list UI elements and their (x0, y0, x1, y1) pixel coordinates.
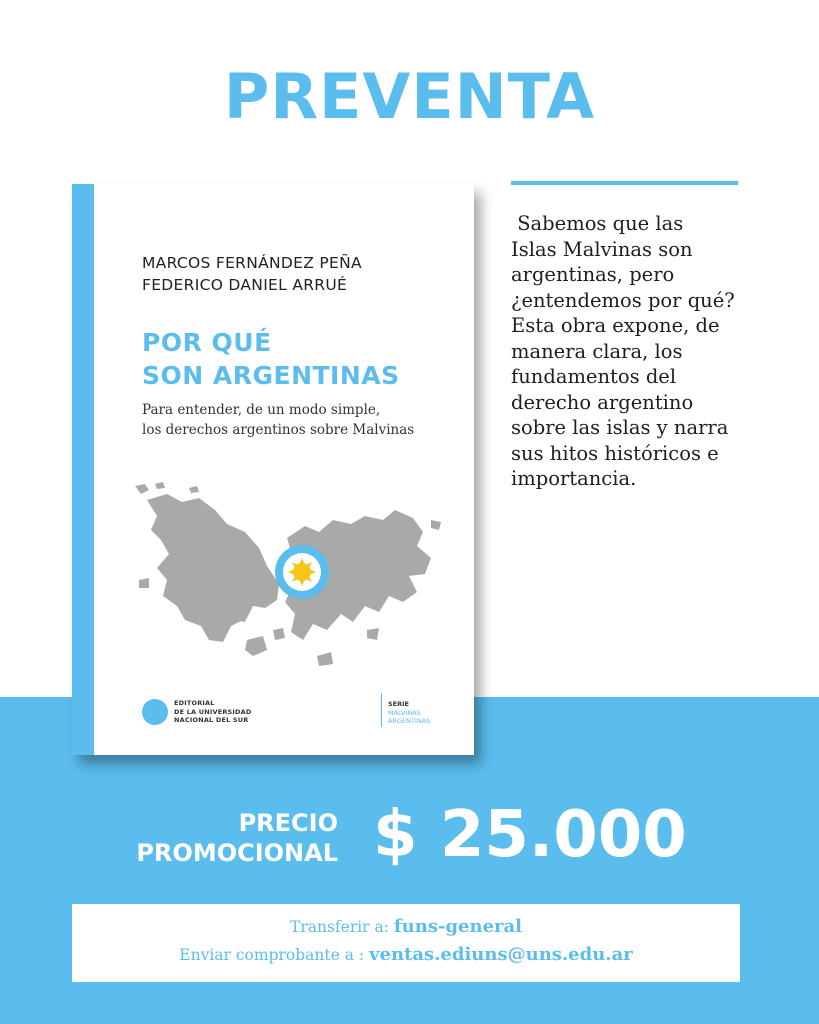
publisher-name (174, 699, 251, 725)
series-name-line-1: MALVINAS (388, 708, 421, 717)
price-label-line-2: PROMOCIONAL (136, 839, 338, 867)
publisher-logo-icon (142, 699, 168, 725)
book-cover (72, 184, 474, 755)
malvinas-map-illustration (127, 480, 457, 680)
description-line: ¿entendemos por qué? (511, 288, 735, 312)
book-subtitle (142, 400, 414, 440)
description-line: fundamentos del (511, 365, 677, 388)
author-1: MARCOS FERNÁNDEZ PEÑA (142, 254, 362, 272)
book-title-line-1: POR QUÉ (142, 328, 272, 357)
book-authors (142, 252, 362, 296)
headline: PREVENTA (223, 60, 596, 133)
receipt-label: Enviar comprobante a : (179, 946, 370, 964)
publisher-line-3: NACIONAL DEL SUR (174, 716, 249, 724)
description-line: Islas Malvinas son (511, 237, 693, 261)
description-line: manera clara, los (511, 339, 683, 363)
transfer-line (72, 916, 740, 937)
price-label (110, 808, 338, 868)
receipt-email: ventas.ediuns@uns.edu.ar (369, 944, 633, 965)
book-description (511, 211, 771, 492)
series-name-line-2: ARGENTINAS (388, 717, 431, 725)
book-spine (72, 184, 94, 755)
publisher-line-1: EDITORIAL (174, 699, 215, 707)
description-line: argentinas, pero (511, 263, 675, 286)
description-line: sus hitos históricos e (511, 441, 719, 465)
book-subtitle-line-2: los derechos argentinos sobre Malvinas (142, 422, 415, 438)
price-label-line-1: PRECIO (238, 809, 338, 837)
description-line: Sabemos que las (511, 212, 684, 235)
series-label: SERIE (388, 700, 409, 708)
book-subtitle-line-1: Para entender, de un modo simple, (142, 402, 381, 418)
description-line: importancia. (511, 467, 637, 490)
book-title-line-2: SON ARGENTINAS (142, 361, 400, 390)
book-title (142, 326, 400, 392)
author-2: FEDERICO DANIEL ARRUÉ (142, 276, 348, 294)
description-divider (511, 181, 738, 185)
description-line: Esta obra expone, de (511, 314, 720, 337)
price-value: $ 25.000 (373, 798, 687, 872)
publisher-line-2: DE LA UNIVERSIDAD (174, 707, 252, 716)
series-divider (381, 693, 382, 727)
description-line: derecho argentino (511, 390, 694, 414)
transfer-account: funs-general (393, 916, 523, 937)
receipt-line (72, 944, 740, 965)
argentine-cockade (275, 545, 329, 599)
series-info (388, 700, 430, 726)
transfer-label: Transferir a: (289, 918, 394, 936)
description-line: sobre las islas y narra (511, 416, 729, 439)
payment-info-box (72, 904, 740, 982)
